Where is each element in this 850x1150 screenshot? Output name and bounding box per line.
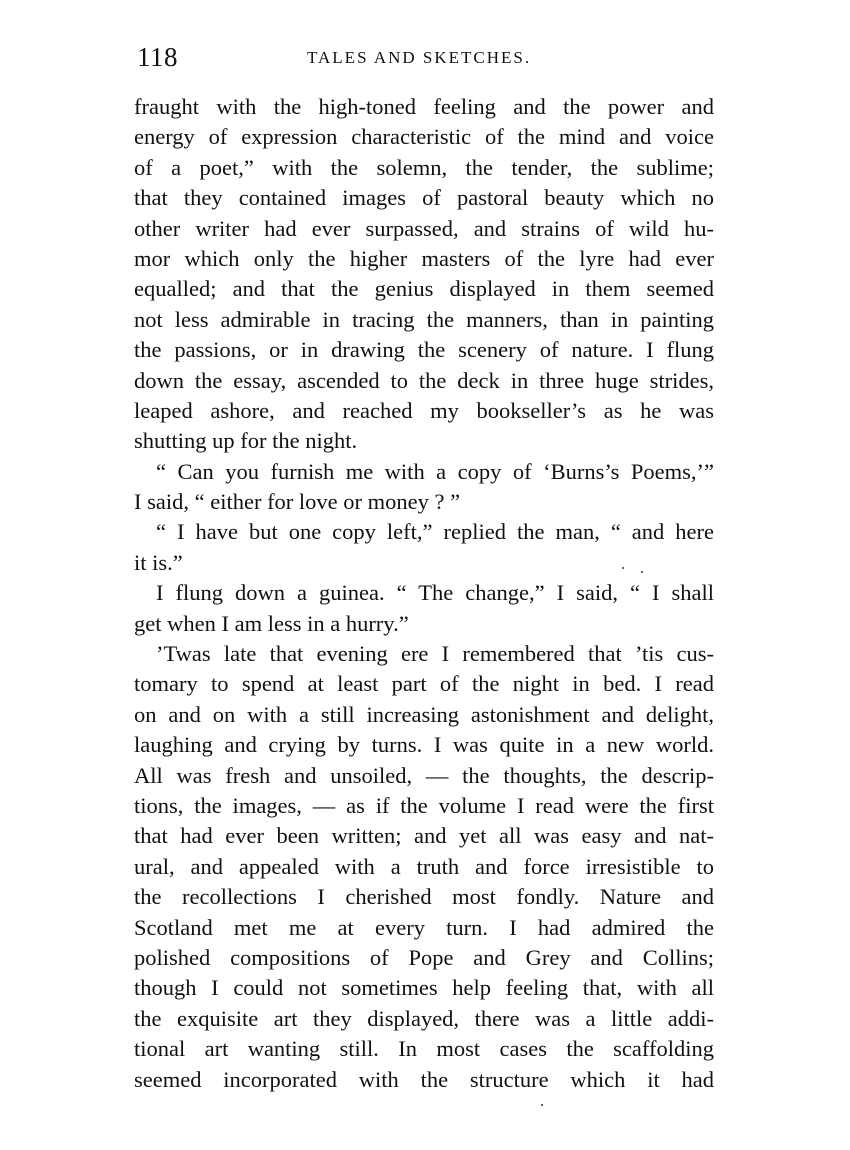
- page-number: 118: [137, 42, 178, 72]
- text-line: laughing and crying by turns. I was quite in a new world.: [134, 732, 714, 758]
- text-line: though I could not sometimes help feeling that, with all: [134, 975, 714, 1001]
- text-line: I said, “ either for love or money ? ”: [134, 489, 461, 515]
- text-line: All was fresh and unsoiled, — the thoughts, the descrip-: [134, 762, 714, 788]
- text-line: it is.”: [134, 549, 183, 575]
- text-line: I flung down a guinea. “ The change,” I said, “ I shall: [156, 580, 714, 606]
- text-line: that they contained images of pastoral beauty which no: [134, 185, 714, 211]
- text-line: down the essay, ascended to the deck in three huge strides,: [134, 367, 714, 393]
- text-line: “ I have but one copy left,” replied the man, “ and here: [156, 519, 714, 545]
- text-line: equalled; and that the genius displayed in them seemed: [134, 276, 714, 302]
- text-line: leaped ashore, and reached my bookseller’s as he was: [134, 397, 714, 423]
- text-line: the recollections I cherished most fondly. Nature and: [134, 884, 714, 910]
- page-header: [137, 40, 715, 74]
- text-line: on and on with a still increasing astonishment and delight,: [134, 701, 714, 727]
- print-speck: [641, 571, 643, 573]
- print-speck: [622, 567, 624, 569]
- running-title: TALES AND SKETCHES.: [307, 48, 532, 67]
- text-line: mor which only the higher masters of the lyre had ever: [134, 245, 714, 271]
- text-line: not less admirable in tracing the manners, than in painting: [134, 306, 714, 332]
- text-line: that had ever been written; and yet all was easy and nat-: [134, 823, 714, 849]
- text-line: other writer had ever surpassed, and strains of wild hu-: [134, 215, 714, 241]
- text-line: tomary to spend at least part of the night in bed. I read: [134, 671, 714, 697]
- text-line: the passions, or in drawing the scenery of nature. I flung: [134, 337, 714, 363]
- text-line: Scotland met me at every turn. I had admired the: [134, 914, 714, 940]
- text-line: ’Twas late that evening ere I remembered that ’tis cus-: [156, 641, 714, 667]
- text-line: seemed incorporated with the structure which it had: [134, 1066, 714, 1092]
- text-line: “ Can you furnish me with a copy of ‘Burns’s Poems,’”: [156, 458, 714, 484]
- text-line: energy of expression characteristic of the mind and voice: [134, 124, 714, 150]
- text-line: polished compositions of Pope and Grey and Collins;: [134, 944, 714, 970]
- print-speck: [541, 1104, 543, 1106]
- text-line: fraught with the high-toned feeling and the power and: [134, 94, 714, 119]
- text-line: get when I am less in a hurry.”: [134, 610, 409, 636]
- text-line: tional art wanting still. In most cases the scaffolding: [134, 1036, 714, 1062]
- text-line: of a poet,” with the solemn, the tender, the sublime;: [134, 154, 714, 180]
- text-line: tions, the images, — as if the volume I read were the first: [134, 792, 714, 818]
- text-line: ural, and appealed with a truth and force irresistible to: [134, 853, 714, 879]
- text-line: the exquisite art they displayed, there was a little addi-: [134, 1005, 714, 1031]
- body-text: [134, 92, 714, 1095]
- text-line: shutting up for the night.: [134, 428, 358, 454]
